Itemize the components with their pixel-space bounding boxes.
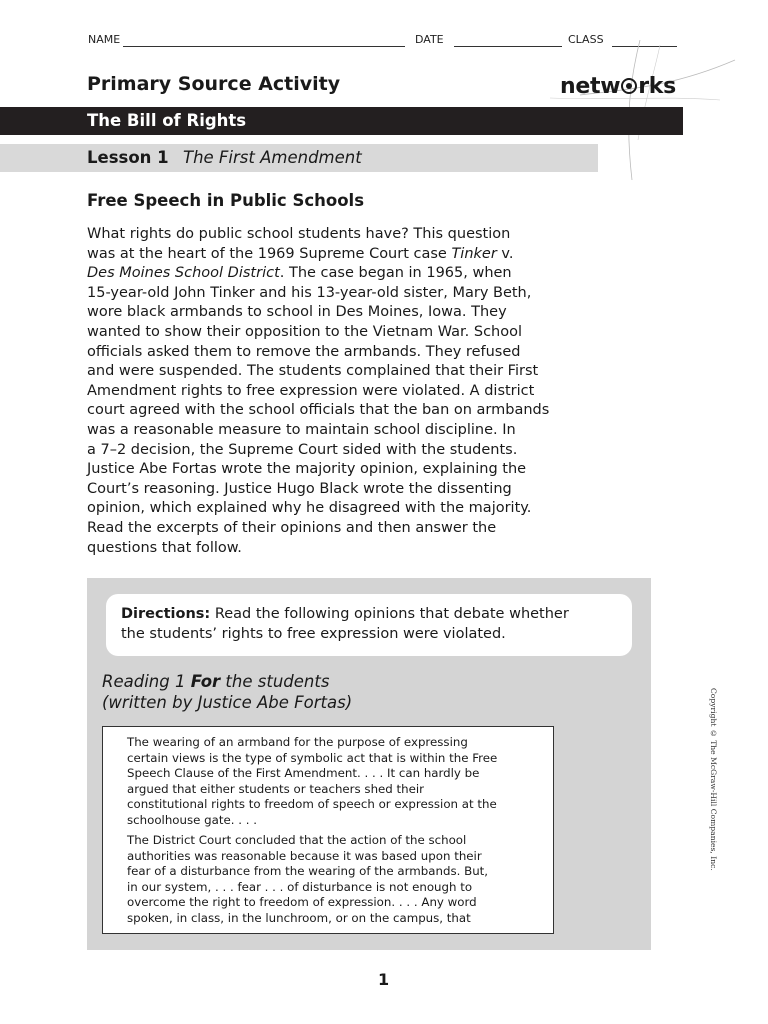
lesson-label: Lesson 1 xyxy=(87,148,169,167)
excerpt-paragraph: The wearing of an armband for the purpose of expressing certain views is the type of symbolic act that is within the Free Speech Clause of the First Amendment. . . . It can hardly be argued that either students or teachers shed their constitutional rights to freedom of speech or expression at the schoolhouse gate. . . . xyxy=(127,735,498,827)
page-number: 1 xyxy=(378,970,390,989)
intro-line: was a reasonable measure to maintain school discipline. In xyxy=(87,421,516,438)
intro-line: Court’s reasoning. Justice Hugo Black wrote the dissenting xyxy=(87,480,512,497)
unit-title: The Bill of Rights xyxy=(87,111,247,130)
intro-line: wanted to show their opposition to the Vietnam War. School xyxy=(87,323,523,340)
intro-paragraph xyxy=(87,225,587,558)
intro-line: questions that follow. xyxy=(87,539,242,556)
directions-label: Directions: xyxy=(121,606,211,622)
directions-text: the students’ rights to free expression were violated. xyxy=(121,626,506,642)
lesson-banner xyxy=(0,144,598,172)
name-line xyxy=(123,46,405,47)
intro-line: Read the excerpts of their opinions and then answer the xyxy=(87,519,497,536)
section-heading: Free Speech in Public Schools xyxy=(87,191,365,210)
reading-author: (written by Justice Abe Fortas) xyxy=(102,693,353,712)
directions-text: Read the following opinions that debate whether xyxy=(214,606,569,622)
wheel-icon xyxy=(621,78,637,94)
class-label: CLASS xyxy=(568,33,604,46)
intro-line: court agreed with the school officials that the ban on armbands xyxy=(87,402,550,419)
intro-line: What rights do public school students have? This question xyxy=(87,226,511,242)
date-label: DATE xyxy=(415,33,444,46)
excerpt-paragraph: The District Court concluded that the action of the school authorities was reasonable because it was based upon their fear of a disturbance from the wearing of the armbands. But, in our system, . . . fear . . . of disturbance is not enough to overcome the right to freedom of expression. . . . Any word spoken, in class, in the lunchroom, or on the campus, that xyxy=(127,833,489,925)
intro-line: Amendment rights to free expression were violated. A district xyxy=(87,382,535,399)
lesson-topic: The First Amendment xyxy=(183,148,362,167)
name-label: NAME xyxy=(88,33,121,46)
intro-line: officials asked them to remove the armbands. They refused xyxy=(87,343,521,360)
excerpt-box xyxy=(102,726,554,934)
reading-emphasis: For xyxy=(190,672,221,691)
intro-line: and were suspended. The students complained that their First xyxy=(87,363,539,380)
intro-line: wore black armbands to school in Des Moines, Iowa. They xyxy=(87,304,507,321)
page-title: Primary Source Activity xyxy=(87,73,341,95)
intro-line: Des Moines School District. The case began in 1965, when xyxy=(87,265,512,282)
unit-banner xyxy=(0,107,683,135)
intro-line: Justice Abe Fortas wrote the majority opinion, explaining the xyxy=(87,461,527,478)
reading-heading: Reading 1 For the students (written by Justice Abe Fortas) xyxy=(102,672,353,712)
intro-line: opinion, which explained why he disagreed with the majority. xyxy=(87,500,532,517)
intro-line: was at the heart of the 1969 Supreme Court case Tinker v. xyxy=(87,245,514,262)
copyright-notice: Copyright © The McGraw-Hill Companies, Inc. xyxy=(709,688,718,871)
directions-box xyxy=(106,594,632,656)
networks-logo: netw rks xyxy=(560,74,676,99)
intro-line: a 7–2 decision, the Supreme Court sided with the students. xyxy=(87,441,518,458)
intro-line: 15-year-old John Tinker and his 13-year-old sister, Mary Beth, xyxy=(87,284,532,301)
